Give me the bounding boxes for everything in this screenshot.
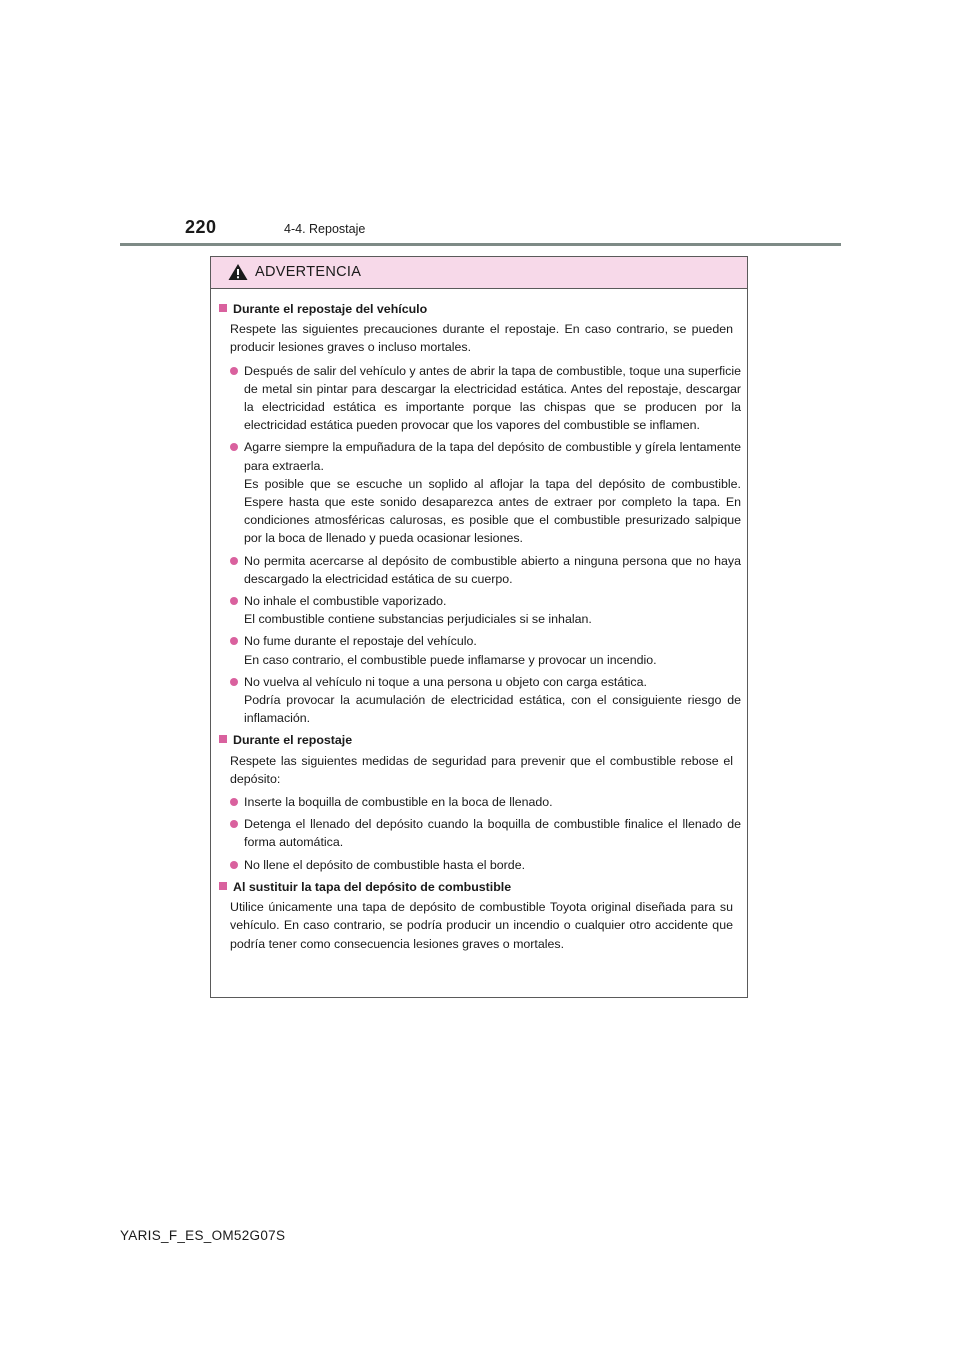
square-bullet-icon [219, 304, 227, 312]
list-item-paragraph: No permita acercarse al depósito de combustible abierto a ninguna persona que no haya descargado la electricidad estática de su cuerpo. [244, 553, 741, 586]
list-item [219, 793, 741, 811]
section-heading [219, 731, 741, 749]
header-divider [120, 243, 841, 246]
circle-bullet-icon [230, 861, 238, 869]
list-item-text [244, 793, 741, 811]
list-item-paragraph: Inserte la boquilla de combustible en la boca de llenado. [244, 795, 553, 810]
list-item-paragraph: No inhale el combustible vaporizado. [244, 594, 447, 609]
list-item-text [244, 592, 741, 628]
list-item [219, 362, 741, 435]
circle-bullet-icon [230, 367, 238, 375]
list-item [219, 815, 741, 851]
circle-bullet-icon [230, 678, 238, 686]
list-item [219, 552, 741, 588]
warning-body [211, 289, 747, 953]
warning-header [211, 257, 747, 289]
warning-triangle-icon [228, 263, 248, 281]
document-code: YARIS_F_ES_OM52G07S [120, 1228, 286, 1243]
square-bullet-icon [219, 882, 227, 890]
list-item-paragraph: No vuelva al vehículo ni toque a una persona u objeto con carga estática. [244, 674, 647, 689]
list-item-paragraph: Agarre siempre la empuñadura de la tapa del depósito de combustible y gírela lentamente para extraerla. [244, 440, 741, 473]
circle-bullet-icon [230, 798, 238, 806]
list-item-paragraph: No llene el depósito de combustible hasta el borde. [244, 857, 526, 872]
list-item-text [244, 673, 741, 728]
list-item-paragraph: Después de salir del vehículo y antes de abrir la tapa de combustible, toque una superficie de metal sin pintar para descargar la electricidad estática. Antes del repostaje, descargar la electricidad estática es importante porque las chispas que se producen por la electricidad estática pueden provocar que los vapores del combustible se inflamen. [244, 363, 741, 433]
list-item-text [244, 856, 741, 874]
warning-box [210, 256, 748, 998]
list-item-paragraph: Es posible que se escuche un soplido al aflojar la tapa del depósito de combustible. Espere hasta que este sonido desaparezca antes de extraer por completo la tapa. En condiciones atmosféricas calurosas, es posible que el combustible presurizado salpique por la boca de llenado y pueda ocasionar lesiones. [244, 476, 741, 546]
circle-bullet-icon [230, 637, 238, 645]
circle-bullet-icon [230, 820, 238, 828]
list-item-text [244, 438, 741, 547]
list-item [219, 673, 741, 728]
list-item [219, 856, 741, 874]
circle-bullet-icon [230, 597, 238, 605]
section-intro: Respete las siguientes precauciones durante el repostaje. En caso contrario, se pueden producir lesiones graves o incluso mortales. [230, 322, 733, 355]
circle-bullet-icon [230, 557, 238, 565]
section-heading [219, 878, 741, 896]
page-number: 220 [185, 217, 217, 237]
list-item-text [244, 362, 741, 435]
list-item [219, 438, 741, 547]
list-item [219, 592, 741, 628]
list-item-text [244, 815, 741, 851]
list-item-paragraph: Podría provocar la acumulación de electricidad estática, con el consiguiente riesgo de inflamación. [244, 693, 741, 726]
warning-section [219, 731, 741, 873]
section-title: 4-4. Repostaje [284, 222, 366, 236]
section-intro: Utilice únicamente una tapa de depósito de combustible Toyota original diseñada para su vehículo. En caso contrario, se podría producir un incendio o cualquier otro accidente que podría tener como consecuencia lesiones graves o mortales. [230, 900, 733, 951]
list-item-text [244, 632, 741, 668]
list-item-paragraph: El combustible contiene substancias perjudiciales si se inhalan. [244, 612, 592, 627]
section-heading-text: Al sustituir la tapa del depósito de combustible [233, 879, 512, 894]
section-heading [219, 300, 741, 318]
section-heading-text: Durante el repostaje [233, 733, 353, 748]
list-item-paragraph: No fume durante el repostaje del vehículo. [244, 634, 477, 649]
page-header [120, 215, 841, 249]
section-heading-text: Durante el repostaje del vehículo [233, 302, 428, 316]
warning-section [219, 300, 741, 727]
list-item [219, 632, 741, 668]
list-item-paragraph: Detenga el llenado del depósito cuando la boquilla de combustible finalice el llenado de forma automática. [244, 817, 741, 850]
warning-title: ADVERTENCIA [255, 264, 362, 280]
list-item-paragraph: En caso contrario, el combustible puede inflamarse y provocar un incendio. [244, 652, 657, 667]
square-bullet-icon [219, 735, 227, 743]
list-item-text [244, 552, 741, 588]
warning-section [219, 878, 741, 953]
circle-bullet-icon [230, 443, 238, 451]
section-intro: Respete las siguientes medidas de seguridad para prevenir que el combustible rebose el depósito: [230, 753, 733, 786]
